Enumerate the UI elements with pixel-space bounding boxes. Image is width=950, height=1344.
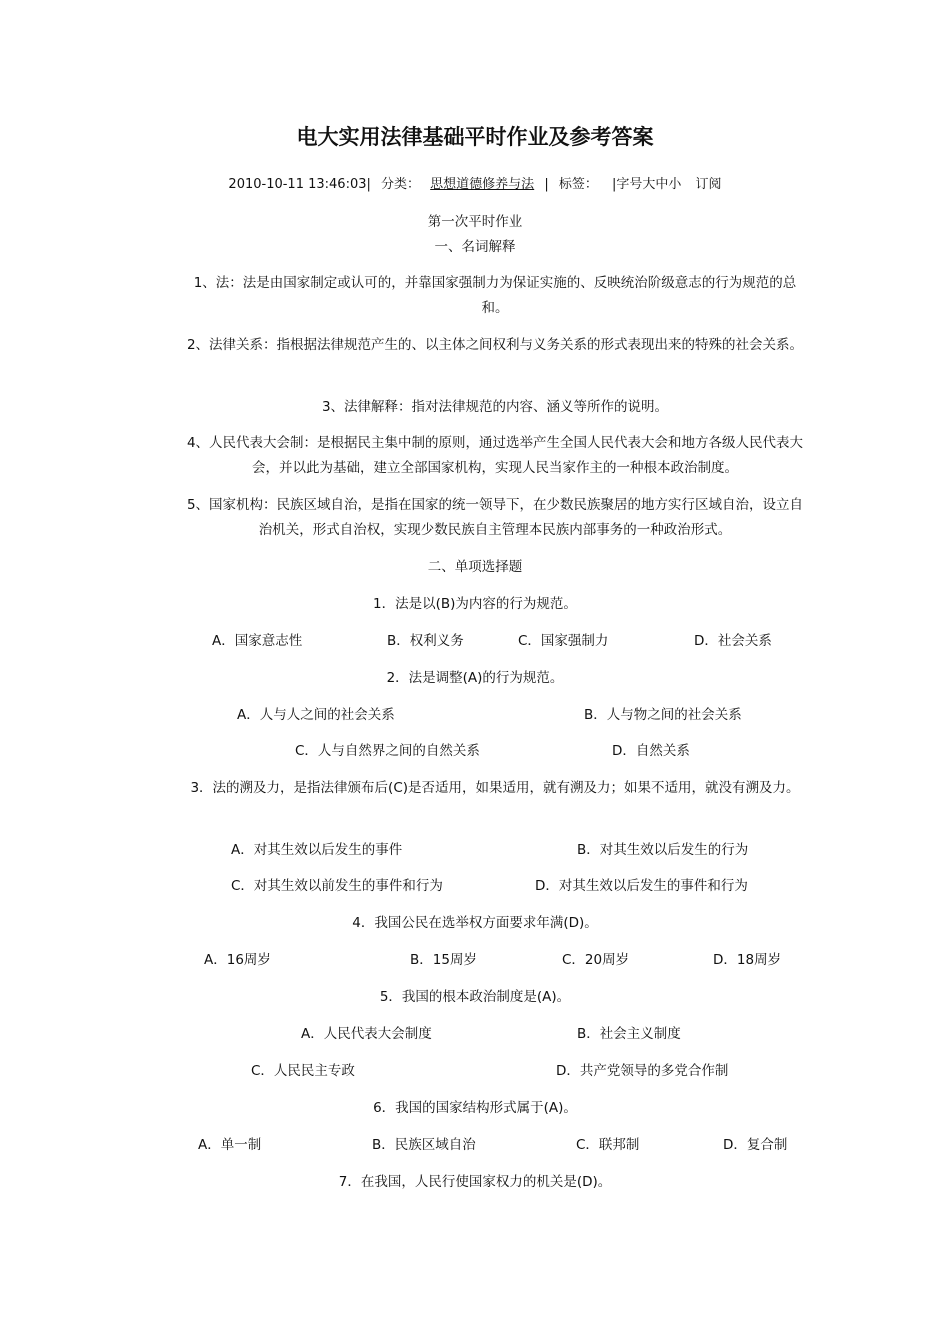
assignment-heading: 第一次平时作业 (427, 214, 523, 230)
question-option: C．人民民主专政 (251, 1063, 355, 1079)
subscribe-link[interactable]: 订阅 (695, 177, 722, 192)
question: 2．法是调整(A)的行为规范。 (386, 670, 564, 686)
document-title: 电大实用法律基础平时作业及参考答案 (296, 125, 654, 149)
question-option: D．自然关系 (612, 743, 690, 759)
question-option: C．国家强制力 (518, 633, 609, 649)
question: 3．法的溯及力，是指法律颁布后(C)是否适用，如果适用，就有溯及力；如果不适用，就没有溯及力。 (190, 780, 800, 796)
definition-item: 3、法律解释：指对法律规范的内容、涵义等所作的说明。 (321, 399, 669, 415)
question: 5．我国的根本政治制度是(A)。 (379, 989, 571, 1005)
question-option: A．国家意志性 (212, 633, 303, 649)
question-option: B．15周岁 (410, 952, 477, 968)
definition-item: 4、人民代表大会制：是根据民主集中制的原则，通过选举产生全国人民代表大会和地方各级人民代表大会，并以此为基础，建立全部国家机构，实现人民当家作主的一种根本政治制度。 (186, 435, 804, 476)
question-option: D．社会关系 (694, 633, 772, 649)
category-label: 分类： (381, 177, 421, 192)
question-option: A．对其生效以后发生的事件 (231, 842, 403, 858)
question: 1．法是以(B)为内容的行为规范。 (373, 596, 577, 612)
part-two-title: 二、单项选择题 (427, 559, 523, 575)
question-option: B．人与物之间的社会关系 (584, 707, 742, 723)
post-meta (0, 175, 950, 195)
question-option: A．16周岁 (204, 952, 271, 968)
part-one-title: 一、名词解释 (434, 239, 516, 255)
question-option: D．对其生效以后发生的事件和行为 (535, 878, 748, 894)
question-option: D．18周岁 (713, 952, 782, 968)
question-option: B．权利义务 (387, 633, 464, 649)
post-datetime: 2010-10-11 13:46:03| (228, 177, 371, 192)
font-size-control[interactable]: |字号大中小 (612, 177, 682, 192)
question-option: B．社会主义制度 (577, 1026, 681, 1042)
question-option: B．民族区域自治 (372, 1137, 476, 1153)
meta-separator: | (544, 177, 549, 192)
question: 4．我国公民在选举权方面要求年满(D)。 (352, 915, 598, 931)
definition-item: 2、法律关系：指根据法律规范产生的、以主体之间权利与义务关系的形式表现出来的特殊的社会关系。 (186, 337, 804, 353)
question-option: D．复合制 (723, 1137, 788, 1153)
tags-label: 标签： (558, 177, 598, 192)
category-link[interactable]: 思想道德修养与法 (430, 177, 535, 192)
question-option: B．对其生效以后发生的行为 (577, 842, 749, 858)
definition-item: 1、法：法是由国家制定或认可的，并靠国家强制力为保证实施的、反映统治阶级意志的行为规范的总和。 (193, 275, 797, 316)
question-option: C．人与自然界之间的自然关系 (295, 743, 480, 759)
question-option: A．单一制 (198, 1137, 262, 1153)
definition-item: 5、国家机构：民族区域自治，是指在国家的统一领导下，在少数民族聚居的地方实行区域自治，设立自治机关，形式自治权，实现少数民族自主管理本民族内部事务的一种政治形式。 (186, 497, 804, 538)
question: 7．在我国，人民行使国家权力的机关是(D)。 (338, 1174, 612, 1190)
question-option: C．对其生效以前发生的事件和行为 (231, 878, 443, 894)
question-option: C．联邦制 (576, 1137, 640, 1153)
question-option: C．20周岁 (562, 952, 630, 968)
question-option: D．共产党领导的多党合作制 (556, 1063, 729, 1079)
question-option: A．人与人之间的社会关系 (237, 707, 395, 723)
question-option: A．人民代表大会制度 (301, 1026, 432, 1042)
question: 6．我国的国家结构形式属于(A)。 (373, 1100, 577, 1116)
